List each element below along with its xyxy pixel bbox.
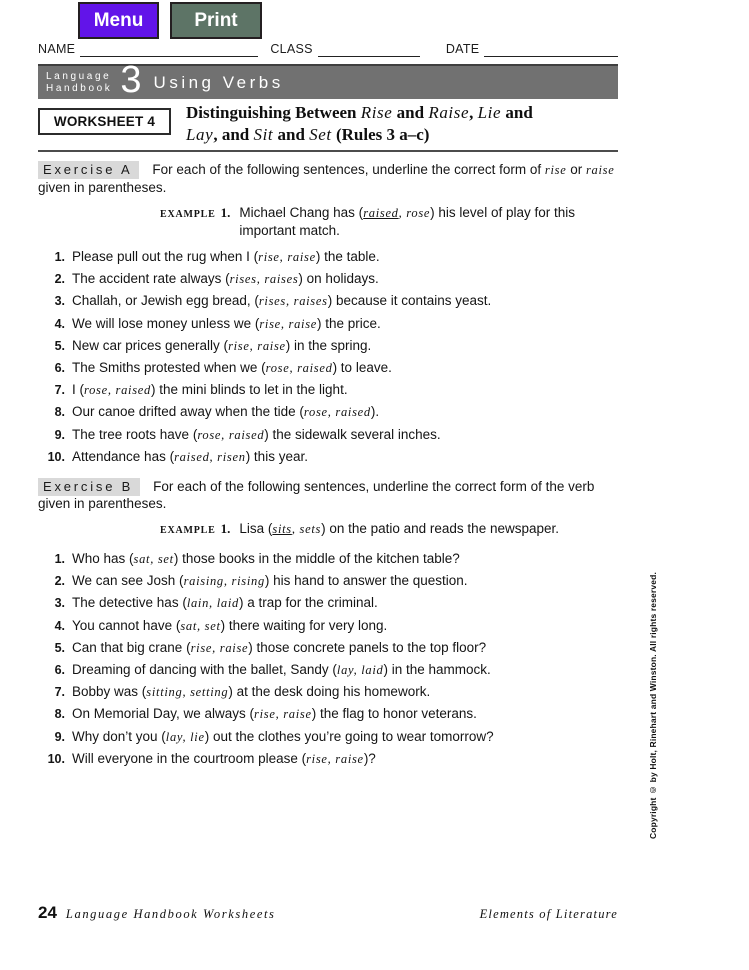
example-sentence bbox=[239, 520, 559, 538]
student-fields-row bbox=[38, 42, 618, 57]
item-number: 10. bbox=[47, 449, 65, 464]
item-number: 9. bbox=[54, 427, 65, 442]
item-sentence bbox=[72, 685, 430, 699]
sentence-text: ) the mini blinds to let in the light. bbox=[150, 382, 348, 398]
title-text: (Rules 3 a–c) bbox=[331, 125, 430, 145]
date-field bbox=[484, 42, 618, 57]
sentence-text: You cannot have ( bbox=[72, 617, 181, 633]
sentence-text: ) the table. bbox=[315, 249, 380, 264]
underlined-answer: sits bbox=[272, 522, 292, 536]
sentence-text: We can see Josh ( bbox=[72, 573, 184, 589]
sentence-item bbox=[38, 685, 622, 699]
verb-choices: lay, lie bbox=[165, 729, 205, 744]
title-verb: Sit bbox=[253, 125, 274, 145]
sentence-item bbox=[38, 574, 622, 588]
exercise-b-example bbox=[160, 520, 622, 538]
item-sentence bbox=[72, 383, 348, 397]
verb-choices: raised, risen bbox=[174, 449, 246, 464]
worksheet-header bbox=[38, 102, 618, 147]
item-sentence bbox=[72, 272, 379, 286]
item-number: 4. bbox=[54, 618, 65, 633]
item-sentence bbox=[72, 339, 371, 353]
verb-choices: raising, rising bbox=[183, 574, 265, 589]
sentence-item bbox=[38, 596, 622, 610]
handbook-band bbox=[38, 58, 618, 101]
sentence-text: New car prices generally ( bbox=[72, 337, 229, 353]
header-divider bbox=[38, 150, 618, 152]
sentence-item bbox=[38, 450, 622, 464]
sentence-text: Please pull out the rug when I ( bbox=[72, 249, 259, 264]
item-sentence bbox=[72, 450, 308, 464]
sentence-text: Can that big crane ( bbox=[72, 639, 191, 655]
eyebrow-line2: Handbook bbox=[46, 82, 113, 94]
sentence-text: ) because it contains yeast. bbox=[327, 293, 492, 309]
sentence-item bbox=[38, 641, 622, 655]
example-sentence bbox=[239, 204, 581, 239]
verb-choices: lain, laid bbox=[186, 596, 239, 611]
example-number: 1. bbox=[220, 521, 231, 536]
title-text: and bbox=[501, 103, 533, 122]
exercise-a-intro bbox=[38, 161, 622, 196]
sentence-text: ) at the desk doing his homework. bbox=[228, 684, 431, 700]
print-button[interactable]: Print bbox=[170, 2, 262, 39]
sentence-item bbox=[38, 250, 622, 264]
verb-choices: rose, raised bbox=[265, 360, 333, 375]
sentence-text: Our canoe drifted away when the tide ( bbox=[72, 404, 304, 420]
intro-text: For each of the following sentences, underline the correct form of bbox=[152, 162, 545, 177]
exercise-a-example bbox=[160, 204, 622, 239]
sentence-text: Bobby was ( bbox=[72, 684, 147, 700]
sentence-text: ) on holidays. bbox=[298, 271, 379, 287]
exercise-a-section bbox=[38, 161, 622, 472]
item-sentence bbox=[72, 552, 460, 566]
title-text: , bbox=[469, 103, 478, 122]
exercise-a-label: Exercise A bbox=[38, 161, 139, 179]
item-number: 6. bbox=[54, 360, 65, 375]
page-footer bbox=[38, 903, 618, 923]
item-number: 1. bbox=[54, 250, 65, 264]
item-sentence bbox=[72, 361, 392, 375]
verb-choices: rises, raises bbox=[229, 272, 299, 287]
sentence-text: The detective has ( bbox=[72, 595, 187, 611]
title-text: , and bbox=[213, 125, 254, 145]
verb-choices: rise, raise bbox=[258, 250, 316, 264]
alternative-choice: rose bbox=[406, 206, 431, 220]
exercise-b-items bbox=[38, 552, 622, 766]
example-number: 1. bbox=[220, 205, 231, 220]
item-number: 9. bbox=[54, 729, 65, 744]
verb-choices: sat, set bbox=[133, 552, 174, 566]
sentence-text: The Smiths protested when we ( bbox=[72, 359, 266, 375]
sentence-item bbox=[38, 428, 622, 442]
item-number: 1. bbox=[54, 552, 65, 566]
title-verb: Raise bbox=[428, 103, 470, 122]
sentence-text: Michael Chang has ( bbox=[239, 205, 364, 220]
exercise-a-items bbox=[38, 250, 622, 464]
sentence-item bbox=[38, 383, 622, 397]
verb-choices: rise, raise bbox=[259, 316, 318, 331]
verb-choices: rose, raised bbox=[197, 427, 265, 442]
sentence-text: , bbox=[291, 522, 300, 536]
page-number: 24 bbox=[38, 903, 57, 922]
sentence-text: Who has ( bbox=[72, 551, 134, 566]
item-number: 3. bbox=[54, 596, 65, 611]
sentence-text: , bbox=[398, 206, 407, 220]
sentence-text: ) those books in the middle of the kitchen table? bbox=[173, 551, 460, 566]
item-number: 4. bbox=[54, 316, 65, 331]
title-verb: Lay bbox=[186, 125, 214, 145]
chapter-number: 3 bbox=[120, 58, 142, 101]
verb-choices: lay, laid bbox=[336, 662, 384, 677]
sentence-text: We will lose money unless we ( bbox=[72, 315, 260, 331]
sentence-text: ) the sidewalk several inches. bbox=[264, 426, 441, 442]
item-number: 8. bbox=[54, 405, 65, 420]
sentence-text: ) a trap for the criminal. bbox=[238, 595, 378, 611]
exercise-b-section bbox=[38, 478, 622, 774]
sentence-text: ) in the hammock. bbox=[383, 661, 491, 677]
intro-verb: rise bbox=[544, 163, 567, 177]
intro-verb: raise bbox=[585, 163, 615, 177]
item-sentence bbox=[72, 250, 380, 264]
worksheet-badge: WORKSHEET 4 bbox=[38, 108, 171, 135]
title-text: and bbox=[273, 125, 310, 145]
sentence-text: )? bbox=[363, 750, 376, 766]
sentence-text: ) there waiting for very long. bbox=[220, 617, 388, 633]
sentence-text: Attendance has ( bbox=[72, 448, 175, 464]
sentence-text: Lisa ( bbox=[239, 521, 273, 536]
sentence-text: Challah, or Jewish egg bread, ( bbox=[72, 293, 259, 309]
sentence-item bbox=[38, 552, 622, 566]
sentence-text: I ( bbox=[72, 382, 84, 398]
class-label: CLASS bbox=[270, 42, 313, 56]
title-text: Distinguishing Between bbox=[186, 103, 361, 122]
publisher-title: Elements of Literature bbox=[479, 907, 618, 921]
sentence-item bbox=[38, 752, 622, 766]
sentence-text: ) this year. bbox=[245, 448, 308, 464]
sentence-item bbox=[38, 361, 622, 375]
sentence-text: Will everyone in the courtroom please ( bbox=[72, 750, 307, 766]
sentence-text: The tree roots have ( bbox=[72, 426, 198, 442]
item-sentence bbox=[72, 707, 477, 721]
verb-choices: sat, set bbox=[180, 618, 221, 633]
menu-button[interactable]: Menu bbox=[78, 2, 159, 39]
verb-choices: rises, raises bbox=[258, 294, 328, 309]
exercise-b-intro bbox=[38, 478, 622, 512]
verb-choices: rose, raised bbox=[303, 405, 371, 420]
item-sentence bbox=[72, 317, 381, 331]
sentence-text: ) his level of play for this important match. bbox=[239, 205, 575, 238]
sentence-text: ) the flag to honor veterans. bbox=[311, 706, 477, 722]
handbook-eyebrow bbox=[46, 71, 112, 95]
underlined-answer: raised bbox=[363, 206, 399, 220]
sentence-text: ) out the clothes you’re going to wear tomorrow? bbox=[204, 728, 494, 744]
verb-choices: rose, raised bbox=[84, 383, 151, 398]
item-sentence bbox=[72, 663, 491, 677]
verb-choices: rise, raise bbox=[254, 707, 312, 722]
item-sentence bbox=[72, 294, 491, 308]
item-sentence bbox=[72, 752, 376, 766]
intro-text: or bbox=[566, 162, 586, 177]
title-verb: Rise bbox=[360, 103, 393, 122]
item-number: 8. bbox=[54, 707, 65, 722]
item-number: 10. bbox=[47, 751, 65, 766]
example-label: EXAMPLE bbox=[160, 525, 216, 536]
sentence-item bbox=[38, 619, 622, 633]
item-number: 6. bbox=[54, 662, 65, 677]
item-sentence bbox=[72, 596, 378, 610]
item-sentence bbox=[72, 574, 468, 588]
sentence-text: ) the price. bbox=[317, 315, 381, 331]
sentence-text: ) to leave. bbox=[332, 359, 392, 375]
sentence-text: The accident rate always ( bbox=[72, 271, 230, 287]
item-number: 7. bbox=[54, 685, 65, 700]
sentence-item bbox=[38, 707, 622, 721]
name-label: NAME bbox=[38, 42, 76, 56]
item-number: 5. bbox=[54, 338, 65, 353]
title-text: and bbox=[392, 103, 429, 122]
alternative-choice: sets bbox=[299, 522, 322, 536]
class-field bbox=[318, 42, 420, 57]
exercise-b-label: Exercise B bbox=[38, 478, 140, 496]
sentence-text: ) his hand to answer the question. bbox=[264, 573, 468, 589]
date-label: DATE bbox=[445, 42, 480, 56]
sentence-item bbox=[38, 294, 622, 308]
sentence-text: ) on the patio and reads the newspaper. bbox=[321, 521, 559, 536]
item-number: 2. bbox=[54, 272, 65, 287]
sentence-text: ) those concrete panels to the top floor? bbox=[248, 639, 487, 655]
item-number: 3. bbox=[54, 294, 65, 309]
item-number: 5. bbox=[54, 640, 65, 655]
item-number: 2. bbox=[54, 574, 65, 589]
worksheet-title bbox=[186, 102, 622, 147]
sentence-item bbox=[38, 339, 622, 353]
sentence-item bbox=[38, 730, 622, 744]
item-sentence bbox=[72, 730, 494, 744]
sentence-item bbox=[38, 272, 622, 286]
sentence-item bbox=[38, 663, 622, 677]
copyright-note: Copyright © by Holt, Rinehart and Winston. All rights reserved. bbox=[648, 572, 658, 839]
book-title: Language Handbook Worksheets bbox=[65, 907, 276, 921]
eyebrow-line1: Language bbox=[46, 70, 112, 82]
sentence-item bbox=[38, 405, 622, 419]
name-field bbox=[80, 42, 258, 57]
intro-text: For each of the following sentences, underline the correct form of the verb given in parentheses. bbox=[38, 479, 595, 511]
sentence-text: ) in the spring. bbox=[285, 337, 372, 353]
item-number: 7. bbox=[54, 383, 65, 398]
verb-choices: rise, raise bbox=[228, 338, 286, 353]
sentence-item bbox=[38, 317, 622, 331]
item-sentence bbox=[72, 428, 441, 442]
verb-choices: rise, raise bbox=[306, 751, 364, 766]
title-verb: Set bbox=[309, 125, 332, 145]
sentence-text: ). bbox=[370, 404, 380, 420]
verb-choices: sitting, setting bbox=[146, 685, 229, 700]
sentence-text: Dreaming of dancing with the ballet, Sandy ( bbox=[72, 661, 337, 677]
sentence-text: Why don’t you ( bbox=[72, 728, 166, 744]
item-sentence bbox=[72, 641, 486, 655]
chapter-title: Using Verbs bbox=[153, 73, 284, 92]
item-sentence bbox=[72, 619, 387, 633]
title-verb: Lie bbox=[477, 103, 502, 122]
example-label: EXAMPLE bbox=[160, 209, 216, 220]
verb-choices: rise, raise bbox=[190, 640, 249, 655]
item-sentence bbox=[72, 405, 379, 419]
intro-text: given in parentheses. bbox=[38, 180, 167, 195]
sentence-text: On Memorial Day, we always ( bbox=[72, 706, 255, 722]
